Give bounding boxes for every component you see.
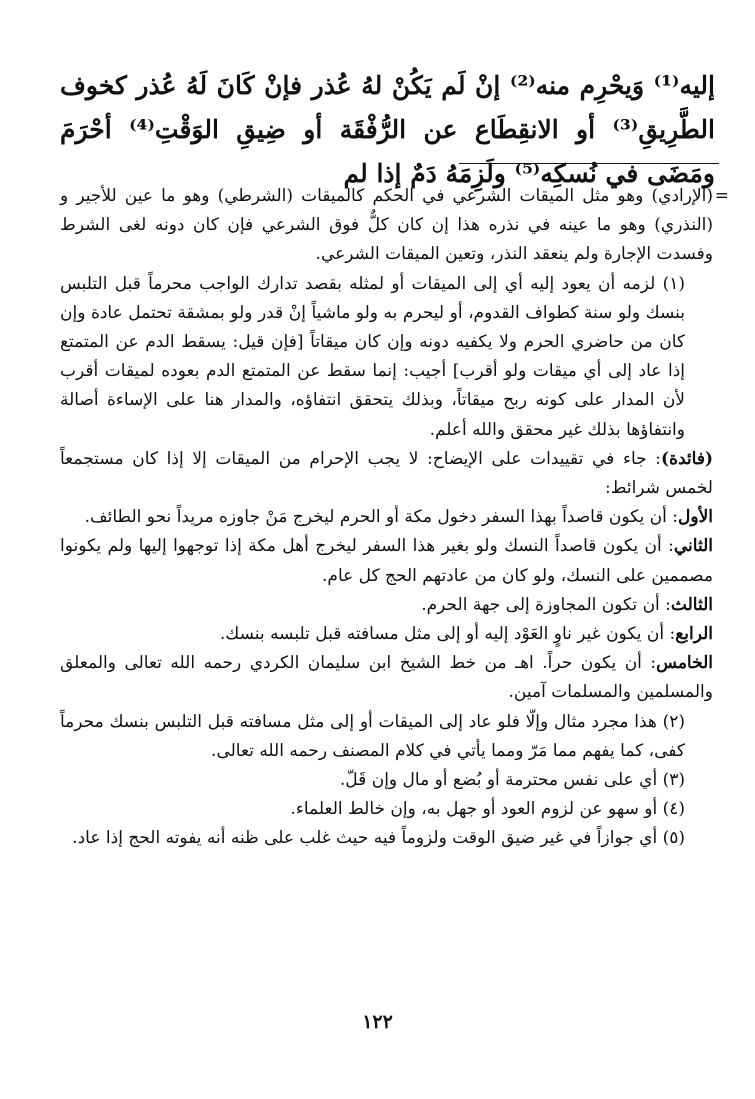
continuation-mark: = — [714, 186, 729, 206]
footnote-3 — [60, 766, 713, 795]
condition-label: الأول — [678, 507, 713, 528]
condition-label: الرابع — [675, 624, 713, 645]
footnote-4 — [60, 795, 713, 824]
condition-fourth — [60, 620, 713, 649]
condition-label: الخامس — [656, 653, 713, 674]
footnote-separator — [459, 163, 719, 164]
condition-text: : أن يكون قاصداً النسك ولو بغير هذا السفر ليخرج أهل مكة إذا توجهوا إليها ولم يكونوا مصممين على النسك، ولو كان من عادتهم الحج كل عام. — [60, 536, 713, 586]
footnote-heading: (فائدة) — [661, 448, 713, 469]
main-text-block — [60, 64, 715, 196]
footnote-text: (٢) هذا مجرد مثال وإلّا فلو عاد إلى الميقات أو إلى مثل مسافته قبل التلبس بنسك محرماً كفى، كما يفهم مما مَرّ ومما يأتي في كلام المصنف رحمه الله تعالى. — [60, 711, 685, 761]
condition-text: : أن يكون قاصداً بهذا السفر دخول مكة أو الحرم ليخرج مَنْ جاوزه مريداً نحو الطائف. — [84, 507, 679, 528]
footnote-text: (٣) أي على نفس محترمة أو بُضع أو مال وإن قَلّ. — [339, 770, 685, 791]
footnote-text: (الإرادي) وهو مثل الميقات الشرعي في الحكم كالميقات (الشرطي) وهو ما عين للأجير و (النذري) وهو ما عينه في نذره هذا إن كان كلٌّ فوق الشرعي فإن كان دونه لغى الشرط وفسدت الإجارة ولم ينعقد النذر، وتعين الميقات الشرعي. — [60, 186, 713, 265]
footnote-5 — [60, 824, 713, 853]
condition-label: الثالث — [670, 594, 713, 615]
footnotes-block — [60, 182, 729, 854]
footnote-text: : جاء في تقييدات على الإيضاح: لا يجب الإحرام من الميقات إلا إذا كان مستجمعاً لخمس شرائط: — [60, 448, 713, 499]
condition-text: : أن تكون المجاوزة إلى جهة الحرم. — [421, 594, 671, 615]
condition-second — [60, 532, 713, 590]
footnote-2 — [60, 708, 713, 766]
footnote-text: (٥) أي جوازاً في غير ضيق الوقت ولزوماً فيه حيث غلب على ظنه أنه يفوته الحج إذا عاد. — [72, 828, 685, 849]
condition-third — [60, 591, 713, 620]
main-paragraph: إليه⁽¹⁾ وَيحْرِم منه⁽²⁾ إنْ لَم يَكُنْ لهُ عُذر فإنْ كَانَ لَهُ عُذر كخوف الطَّرِيقِ⁽³⁾ أو الانقِطَاع عن الرُّفْقَة أو ضِيقِ الوَقْتِ⁽⁴⁾ أحْرَمَ ومَضَى في نُسكِه⁽⁵⁾ ولَزِمَهُ دَمٌ إذا لم — [60, 71, 715, 188]
condition-fifth — [60, 649, 713, 707]
condition-text: : أن يكون حراً. اهـ من خط الشيخ ابن سليمان الكردي رحمه الله تعالى والمعلق والمسلمين والمسلمات آمين. — [60, 653, 713, 703]
condition-first — [60, 503, 713, 532]
footnote-text: (٤) أو سهو عن لزوم العود أو جهل به، وإن خالط العلماء. — [290, 799, 685, 820]
condition-label: الثاني — [673, 536, 713, 557]
footnote-continuation — [60, 182, 729, 270]
footnote-text: (١) لزمه أن يعود إليه أي إلى الميقات أو لمثله بقصد تدارك الواجب محرماً قبل التلبس بنسك ولو سنة كطواف القدوم، أو ليحرم به ولو ماشياً إنْ قدر ولو بمشقة تحتمل عادة وإن كان من حاضري الحرم ولا يكفيه دونه وإن كان ميقاتاً [فإن قيل: يسقط الدم عن المتمتع إذا عاد إلى أي ميقات ولو أقرب] أجيب: إنما سقط عن المتمتع الدم بعوده لميقات أقرب لأن المدار على كونه ربح ميقاتاً، وبذلك يتحقق انتفاؤه، والمدار هنا على الإساءة أصالة وانتفاؤها بذلك غير محقق والله أعلم. — [60, 273, 685, 440]
footnote-fawaid — [60, 445, 713, 503]
page-number: ١٢٢ — [362, 1011, 393, 1033]
footnote-1 — [60, 270, 713, 445]
condition-text: : أن يكون غير ناوٍ العَوْد إليه أو إلى مثل مسافته قبل تلبسه بنسك. — [219, 624, 676, 645]
